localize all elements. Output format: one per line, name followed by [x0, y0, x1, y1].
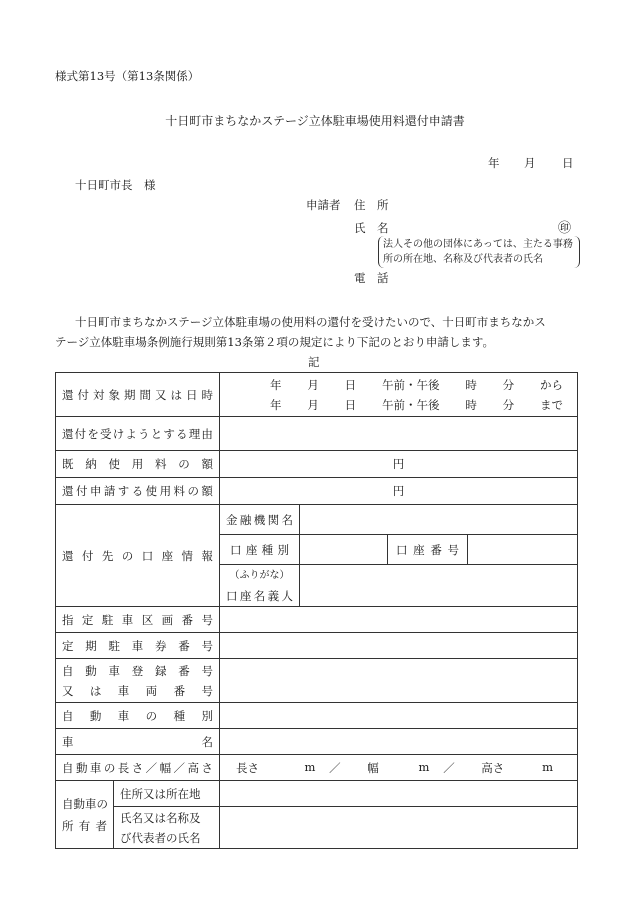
holder-label: [220, 565, 300, 607]
refund-unit: 円: [392, 484, 405, 498]
document-title: 十日町市まちなかステージ立体駐車場使用料還付申請書: [165, 114, 465, 128]
body-text-line-1: 十日町市まちなかステージ立体駐車場の使用料の還付を受けたいので、十日町市まちなかス: [75, 315, 546, 329]
row-space-number: [56, 607, 578, 633]
registration-number-label: 自 動 車 登 録 番 号 又 は 車 両 番 号: [56, 659, 220, 703]
date-day: 日: [562, 156, 574, 170]
owner-name-label: 氏名又は名称及 び代表者の氏名: [114, 807, 220, 849]
row-car-size: [56, 755, 578, 781]
refund-label: 還 付 申 請 す る 使 用 料 の 額: [56, 478, 220, 505]
holder-field[interactable]: [300, 565, 578, 607]
row-registration-number: [56, 659, 578, 703]
form-number: 様式第13号（第13条関係）: [55, 69, 200, 83]
car-size-field[interactable]: 長さ m ／ 幅 m ／ 高さ m: [220, 755, 578, 781]
account-type-label: 口 座 種 別: [220, 535, 300, 565]
row-period: [56, 373, 578, 417]
row-car-name: [56, 729, 578, 755]
reason-field[interactable]: [220, 417, 578, 451]
date-year: 年: [488, 156, 500, 170]
row-refund: [56, 478, 578, 505]
car-type-label: 自 動 車 の 種 別: [56, 703, 220, 729]
owner-name-field[interactable]: [220, 807, 578, 849]
applicant-label: 申請者: [306, 198, 341, 212]
period-label: 還 付 対 象 期 間 又 は 日 時: [56, 373, 220, 417]
seal-mark: ㊞: [558, 221, 572, 236]
row-bank: [56, 505, 578, 535]
reason-label: 還 付 を 受 け よ う と す る 理 由: [56, 417, 220, 451]
body-text-line-2: テージ立体駐車場条例施行規則第13条第２項の規定により下記のとおり申請します。: [55, 335, 494, 349]
application-table: [55, 372, 578, 849]
owner-label: 自動車の 所 有 者: [56, 781, 114, 849]
car-size-label: 自 動 車 の 長 さ ／ 幅 ／ 高 さ: [56, 755, 220, 781]
car-type-field[interactable]: [220, 703, 578, 729]
car-name-field[interactable]: [220, 729, 578, 755]
applicant-name-label: 氏 名: [354, 221, 389, 235]
furigana-label: （ふりがな）: [229, 569, 290, 581]
row-ticket-number: [56, 633, 578, 659]
applicant-phone-label: 電 話: [354, 271, 389, 285]
registration-number-field[interactable]: [220, 659, 578, 703]
refund-field[interactable]: [220, 478, 578, 505]
account-label: 還 付 先 の 口 座 情 報: [56, 505, 220, 607]
space-number-field[interactable]: [220, 607, 578, 633]
period-row-from: 年 月 日 午前・午後 時 分 から: [270, 377, 563, 392]
owner-address-label: 住所又は所在地: [114, 781, 220, 807]
ki-mark: 記: [308, 355, 320, 369]
owner-address-field[interactable]: [220, 781, 578, 807]
ticket-number-label: 定 期 駐 車 券 番 号: [56, 633, 220, 659]
row-owner-name: [56, 807, 578, 849]
car-name-label: 車 名: [56, 729, 220, 755]
paid-field[interactable]: [220, 451, 578, 478]
account-number-label: 口 座 番 号: [388, 535, 468, 565]
corporate-note: 法人その他の団体にあっては、主たる事務所の所在地、名称及び代表者の氏名: [378, 236, 580, 268]
account-type-field[interactable]: [300, 535, 388, 565]
row-car-type: [56, 703, 578, 729]
paid-unit: 円: [392, 457, 405, 471]
row-paid: [56, 451, 578, 478]
period-row-to: 年 月 日 午前・午後 時 分 まで: [270, 397, 563, 412]
ticket-number-field[interactable]: [220, 633, 578, 659]
applicant-address-label: 住 所: [354, 198, 389, 212]
date-month: 月: [524, 156, 536, 170]
space-number-label: 指 定 駐 車 区 画 番 号: [56, 607, 220, 633]
paid-label: 既 納 使 用 料 の 額: [56, 451, 220, 478]
addressee: 十日町市長 様: [75, 178, 156, 192]
bank-field[interactable]: [300, 505, 578, 535]
bank-label: 金 融 機 関 名: [220, 505, 300, 535]
account-number-field[interactable]: [468, 535, 578, 565]
row-owner-address: [56, 781, 578, 807]
holder-text: 口 座 名 義 人: [226, 588, 293, 603]
period-field[interactable]: [220, 373, 578, 417]
row-reason: [56, 417, 578, 451]
